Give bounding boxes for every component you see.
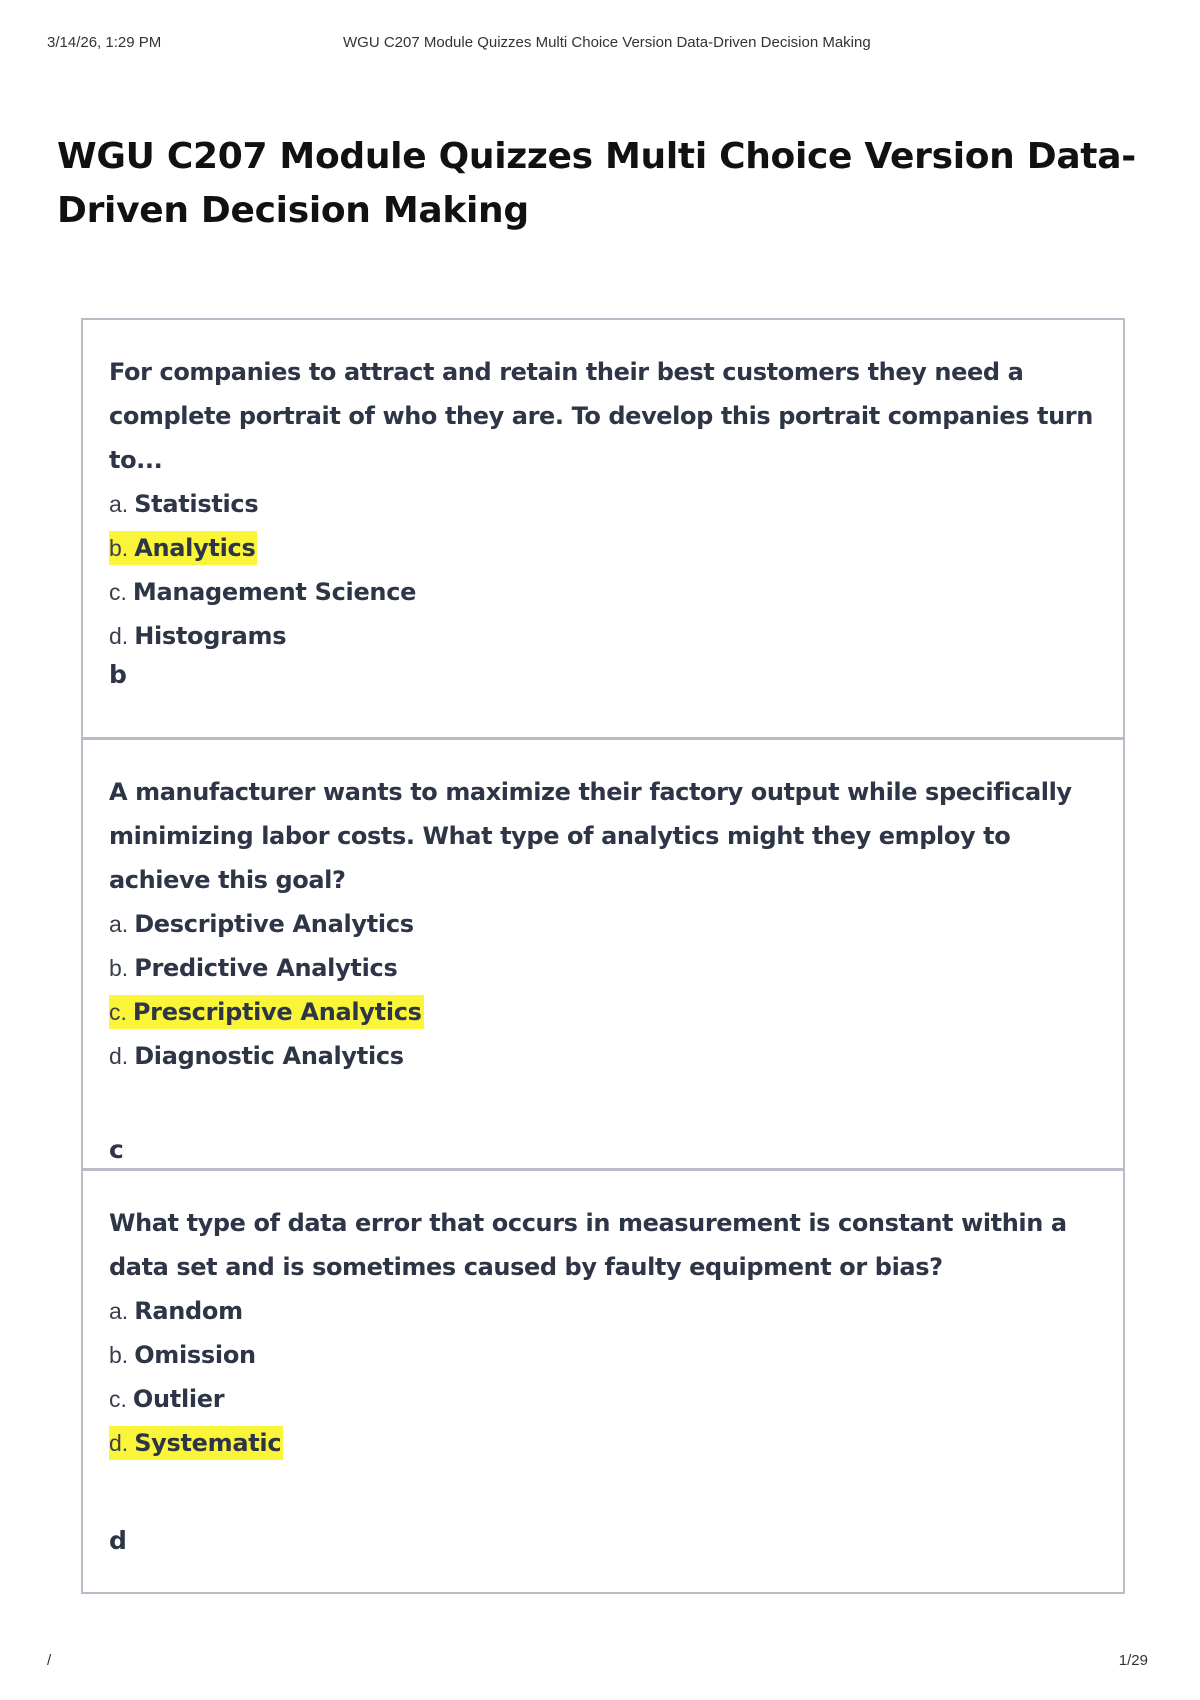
option-d bbox=[109, 1421, 1099, 1465]
option-letter: d. bbox=[109, 1430, 129, 1456]
option-text: Prescriptive Analytics bbox=[132, 998, 422, 1026]
answer-key: c bbox=[109, 1135, 124, 1164]
highlighted-answer bbox=[109, 531, 257, 565]
option-a bbox=[109, 482, 1099, 526]
option-letter: b. bbox=[109, 1342, 129, 1368]
option-text: Predictive Analytics bbox=[134, 954, 398, 982]
answer-key: b bbox=[109, 660, 127, 689]
print-header bbox=[47, 30, 1153, 54]
option-letter: b. bbox=[109, 955, 129, 981]
question-card bbox=[83, 320, 1123, 740]
option-text: Diagnostic Analytics bbox=[134, 1042, 404, 1070]
option-b bbox=[109, 526, 1099, 570]
option-text: Outlier bbox=[132, 1385, 225, 1413]
option-letter: a. bbox=[109, 911, 129, 937]
option-text: Systematic bbox=[134, 1429, 282, 1457]
page-title: WGU C207 Module Quizzes Multi Choice Version Data-Driven Decision Making bbox=[57, 136, 1136, 231]
option-letter: d. bbox=[109, 1043, 129, 1069]
option-letter: c. bbox=[109, 999, 127, 1025]
highlighted-answer bbox=[109, 995, 424, 1029]
option-text: Histograms bbox=[134, 622, 287, 650]
option-a bbox=[109, 1289, 1099, 1333]
page-number: 1/29 bbox=[1118, 1652, 1148, 1669]
answer-key: d bbox=[109, 1526, 127, 1555]
option-a bbox=[109, 902, 1099, 946]
quiz-container bbox=[81, 318, 1125, 1594]
option-text: Analytics bbox=[134, 534, 256, 562]
highlighted-answer bbox=[109, 1426, 283, 1460]
question-text: For companies to attract and retain their best customers they need a complete portrait of who they are. To develop this portrait companies turn to... bbox=[109, 358, 1093, 474]
question-card bbox=[83, 740, 1123, 1171]
question-text: A manufacturer wants to maximize their factory output while specifically minimizing labor costs. What type of analytics might they employ to achieve this goal? bbox=[109, 778, 1072, 894]
option-text: Omission bbox=[134, 1341, 256, 1369]
option-b bbox=[109, 946, 1099, 990]
option-text: Management Science bbox=[132, 578, 417, 606]
option-letter: b. bbox=[109, 535, 129, 561]
option-letter: d. bbox=[109, 623, 129, 649]
option-letter: c. bbox=[109, 579, 127, 605]
option-text: Statistics bbox=[134, 490, 259, 518]
print-footer bbox=[47, 1652, 1148, 1672]
option-b bbox=[109, 1333, 1099, 1377]
options-list bbox=[109, 1289, 1099, 1465]
print-document-title: WGU C207 Module Quizzes Multi Choice Version Data-Driven Decision Making bbox=[343, 34, 871, 51]
print-date: 3/14/26, 1:29 PM bbox=[47, 34, 162, 51]
option-c bbox=[109, 1377, 1099, 1421]
option-letter: a. bbox=[109, 1298, 129, 1324]
option-text: Random bbox=[134, 1297, 243, 1325]
option-c bbox=[109, 570, 1099, 614]
option-letter: c. bbox=[109, 1386, 127, 1412]
print-url: / bbox=[47, 1652, 52, 1669]
option-c bbox=[109, 990, 1099, 1034]
option-d bbox=[109, 614, 1099, 658]
question-text: What type of data error that occurs in measurement is constant within a data set and is sometimes caused by faulty equipment or bias? bbox=[109, 1209, 1067, 1281]
option-d bbox=[109, 1034, 1099, 1078]
question-card bbox=[83, 1171, 1123, 1592]
option-text: Descriptive Analytics bbox=[134, 910, 414, 938]
option-letter: a. bbox=[109, 491, 129, 517]
options-list bbox=[109, 482, 1099, 658]
options-list bbox=[109, 902, 1099, 1078]
